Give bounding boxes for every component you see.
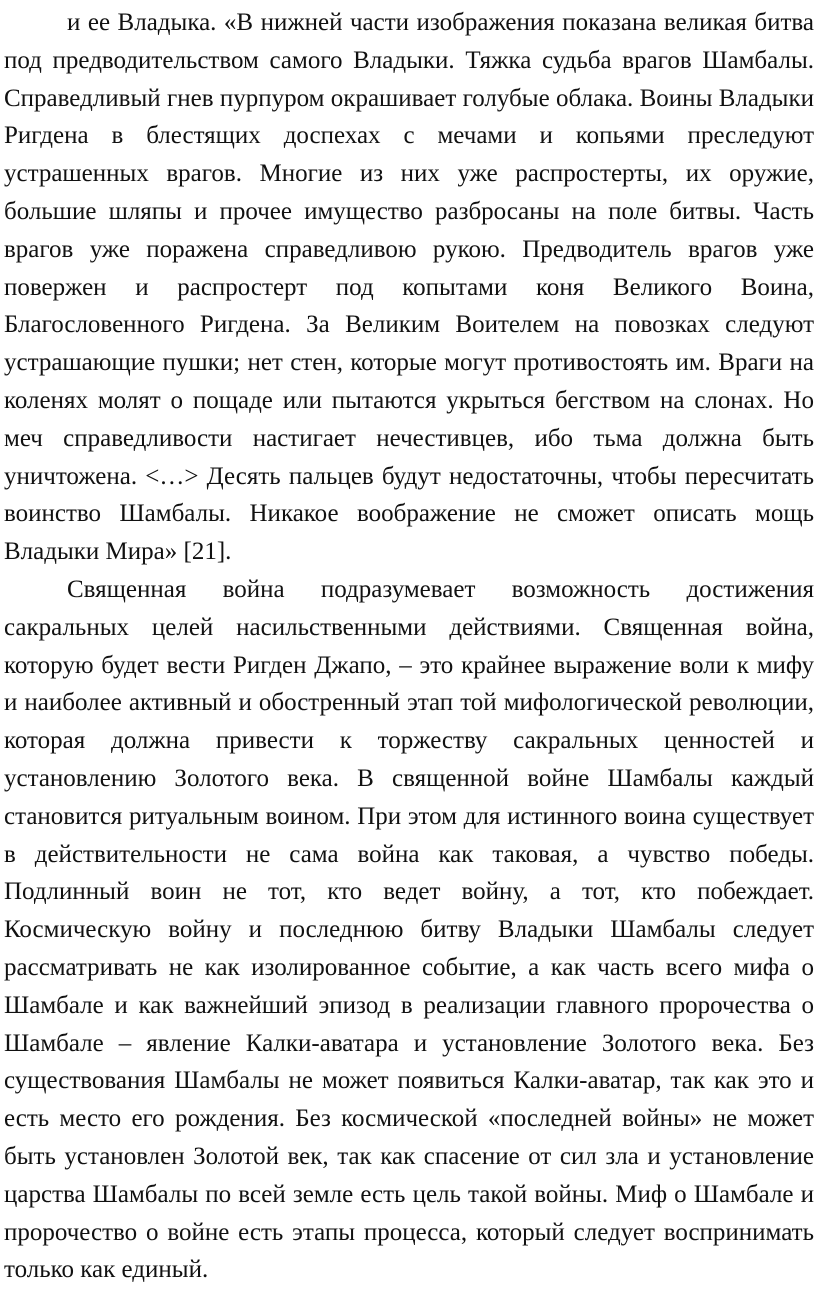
paragraph-2: Священная война подразумевает возможность достижения сакральных целей насильственными действиями. Священная война, которую будет вести Ригден Джапо, – это крайнее выражение воли к мифу и наиболее активный и обостренный этап той мифологической революции, которая должна привести к торжеству сакральных ценностей и установлению Золотого века. В священной войне Шамбалы каждый становится ритуальным воином. При этом для истинного воина существует в действительности не сама война как таковая, а чувство победы. Подлинный воин не тот, кто ведет войну, а тот, кто побеждает. Космическую войну и последнюю битву Владыки Шамбалы следует рассматривать не как изолированное событие, а как часть всего мифа о Шамбале и как важнейший эпизод в реализации главного пророчества о Шамбале – явление Калки-аватара и установление Золотого века. Без существования Шамбалы не может появиться Калки-аватар, так как это и есть место его рождения. Без космической «последней войны» не может быть установлен Золотой век, так как спасение от сил зла и установление царства Шамбалы по всей земле есть цель такой войны. Миф о Шамбале и пророчество о войне есть этапы процесса, который следует воспринимать только как единый. [4, 575, 814, 1284]
paragraph-1: и ее Владыка. «В нижней части изображения показана великая битва под предводительством самого Владыки. Тяжка судьба врагов Шамбалы. Справедливый гнев пурпуром окрашивает голубые облака. Воины Владыки Ригдена в блестящих доспехах с мечами и копьями преследуют устрашенных врагов. Многие из них уже распростерты, их оружие, большие шляпы и прочее имущество разбросаны на поле битвы. Часть врагов уже поражена справедливою рукою. Предводитель врагов уже повержен и распростерт под копытами коня Великого Воина, Благословенного Ригдена. За Великим Воителем на повозках следуют устрашающие пушки; нет стен, которые могут противостоять им. Враги на коленях молят о пощаде или пытаются укрыться бегством на слонах. Но меч справедливости настигает нечестивцев, ибо тьма должна быть уничтожена. <…> Десять пальцев будут недостаточны, чтобы пересчитать воинство Шамбалы. Никакое воображение не сможет описать мощь Владыки Мира» [21]. [4, 9, 814, 566]
